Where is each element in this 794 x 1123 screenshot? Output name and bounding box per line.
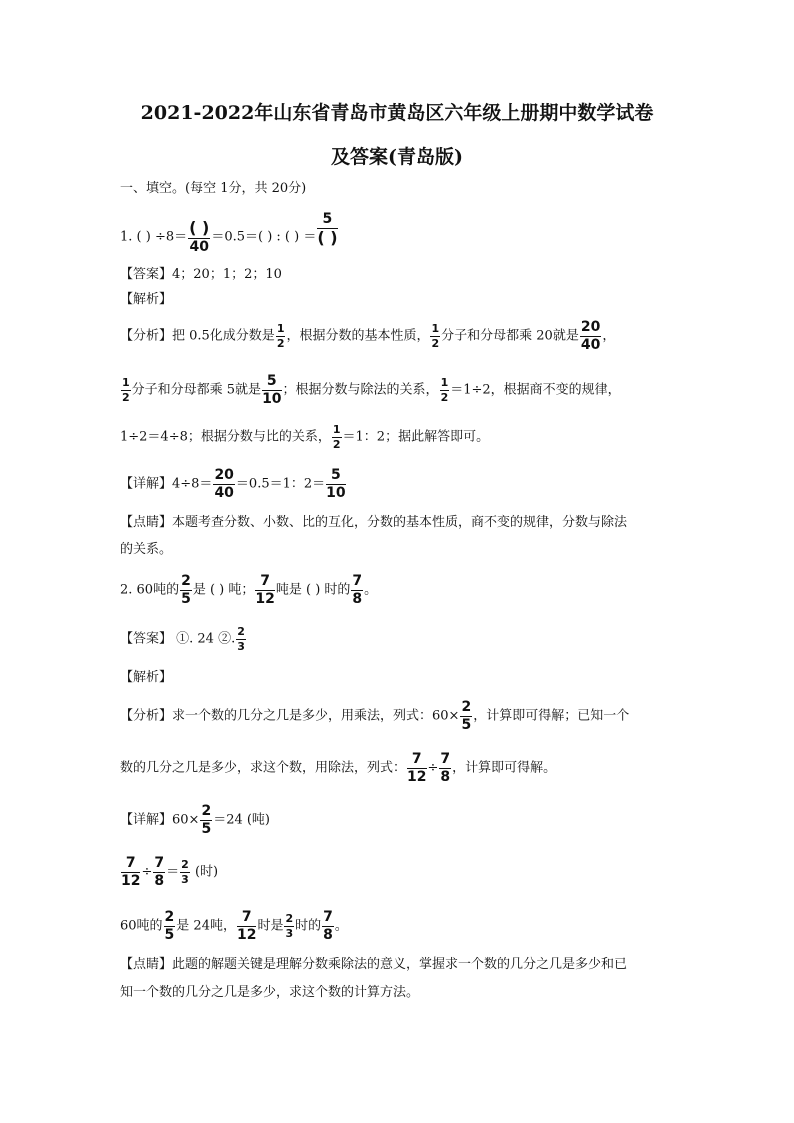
q2-answer: 【答案】 ①. 24 ②. $\frac{2}{3}$ <box>120 625 245 653</box>
fraction-1-2: $\frac{1}{2}$ <box>431 322 440 350</box>
fraction-2-5: $\frac{2}{5}$ <box>181 573 191 607</box>
q1-analysis-line1: 【分析】把 0.5化成分数是 $\frac{1}{2}$ ，根据分数的基本性质， $\frac{1}{2}$ 分子和分母都乘 20就是 $\frac{20}{40}$ ， <box>120 319 616 353</box>
fraction-7-12: $\frac{7}{12}$ <box>236 909 257 943</box>
fraction-1-2: $\frac{1}{2}$ <box>122 376 130 404</box>
fraction-2-5: $\frac{2}{5}$ <box>201 803 212 837</box>
fraction-7-12: $\frac{7}{12}$ <box>255 573 275 607</box>
q2-analysis-label: 【解析】 <box>120 670 173 685</box>
fraction-7-8: $\frac{7}{8}$ <box>440 751 451 785</box>
q1-comment-line2: 的关系。 <box>120 542 173 557</box>
fraction-1-2: $\frac{1}{2}$ <box>276 322 285 350</box>
fraction-2-3: $\frac{2}{3}$ <box>181 858 189 886</box>
doc-title-line2: 及答案(青岛版) <box>331 146 463 168</box>
q1-middle: ＝0.5＝( ) : ( ) ＝ <box>211 229 317 245</box>
fraction-7-12: $\frac{7}{12}$ <box>407 751 427 785</box>
fraction-5-10: $\frac{5}{10}$ <box>326 467 346 501</box>
fraction-2-3: $\frac{2}{3}$ <box>285 912 294 940</box>
fraction-7-8: $\frac{7}{8}$ <box>352 573 363 607</box>
q1-question <box>120 212 339 254</box>
fraction-2-5: $\frac{2}{5}$ <box>164 909 175 943</box>
q2-comment-line1: 【点睛】此题的解题关键是理解分数乘除法的意义，掌握求一个数的几分之几是多少和已 <box>120 957 628 972</box>
q1-prefix: 1. ( ) ÷8＝ <box>120 229 188 245</box>
fraction-5-10: $\frac{5}{10}$ <box>262 373 282 407</box>
q2-detail-line2: $\frac{7}{12}$ ÷ $\frac{7}{8}$ ＝ $\frac{2}{3}$ (时) <box>121 855 219 889</box>
q1-detail: 【详解】4÷8＝ $\frac{20}{40}$ ＝0.5＝1：2＝ $\frac{5}{10}$ <box>120 467 346 501</box>
q2-analysis-line1: 【分析】求一个数的几分之几是多少，用乘法，列式：60× $\frac{2}{5}$ ，计算即可得解；已知一个 <box>120 699 630 733</box>
fraction-7-8: $\frac{7}{8}$ <box>323 909 333 943</box>
q1-comment-line1: 【点睛】本题考查分数、小数、比的互化，分数的基本性质，商不变的规律，分数与除法 <box>120 515 628 530</box>
fraction-2-3: $\frac{2}{3}$ <box>237 625 245 653</box>
q1-analysis-line2: $\frac{1}{2}$ 分子和分母都乘 5就是 $\frac{5}{10}$ ；根据分数与除法的关系， $\frac{1}{2}$ ＝1÷2，根据商不变的规律， <box>122 373 621 407</box>
fraction-1-2: $\frac{1}{2}$ <box>440 376 449 404</box>
q2-comment-line2: 知一个数的几分之几是多少，求这个数的计算方法。 <box>120 985 420 1000</box>
fraction-20-40: $\frac{20}{40}$ <box>214 467 234 501</box>
q2-detail-line3: 60吨的 $\frac{2}{5}$ 是 24吨， $\frac{7}{12}$ 时是 $\frac{2}{3}$ 时的 $\frac{7}{8}$ 。 <box>120 909 348 943</box>
q2-analysis-line2: 数的几分之几是多少，求这个数，用除法，列式： $\frac{7}{12}$ ÷ $\frac{7}{8}$ ，计算即可得解。 <box>120 751 557 785</box>
fraction-20-40: $\frac{20}{40}$ <box>580 319 601 353</box>
q1-fraction-5-blank: $\frac{5}{( )}$ <box>317 211 338 247</box>
fraction-7-8: $\frac{7}{8}$ <box>154 855 165 889</box>
q1-analysis-label: 【解析】 <box>120 292 173 307</box>
fraction-1-2: $\frac{1}{2}$ <box>332 423 341 451</box>
q1-analysis-line3: 1÷2＝4÷8；根据分数与比的关系， $\frac{1}{2}$ ＝1：2；据此解答即可。 <box>120 423 490 451</box>
q1-answer: 【答案】4；20；1；2；10 <box>120 267 282 282</box>
section-heading: 一、填空。(每空 1分，共 20分) <box>120 181 307 196</box>
fraction-2-5: $\frac{2}{5}$ <box>461 699 472 733</box>
q1-fraction-blank-40: $\frac{( )}{40}$ <box>189 217 210 255</box>
q2-detail-line1: 【详解】60× $\frac{2}{5}$ ＝24 (吨) <box>120 803 271 837</box>
q2-question: 2. 60吨的 $\frac{2}{5}$ 是 ( ) 吨； $\frac{7}{12}$ 吨是 ( ) 时的 $\frac{7}{8}$ 。 <box>120 573 378 607</box>
doc-title-line1: 2021-2022年山东省青岛市黄岛区六年级上册期中数学试卷 <box>140 102 654 124</box>
fraction-7-12: $\frac{7}{12}$ <box>121 855 141 889</box>
